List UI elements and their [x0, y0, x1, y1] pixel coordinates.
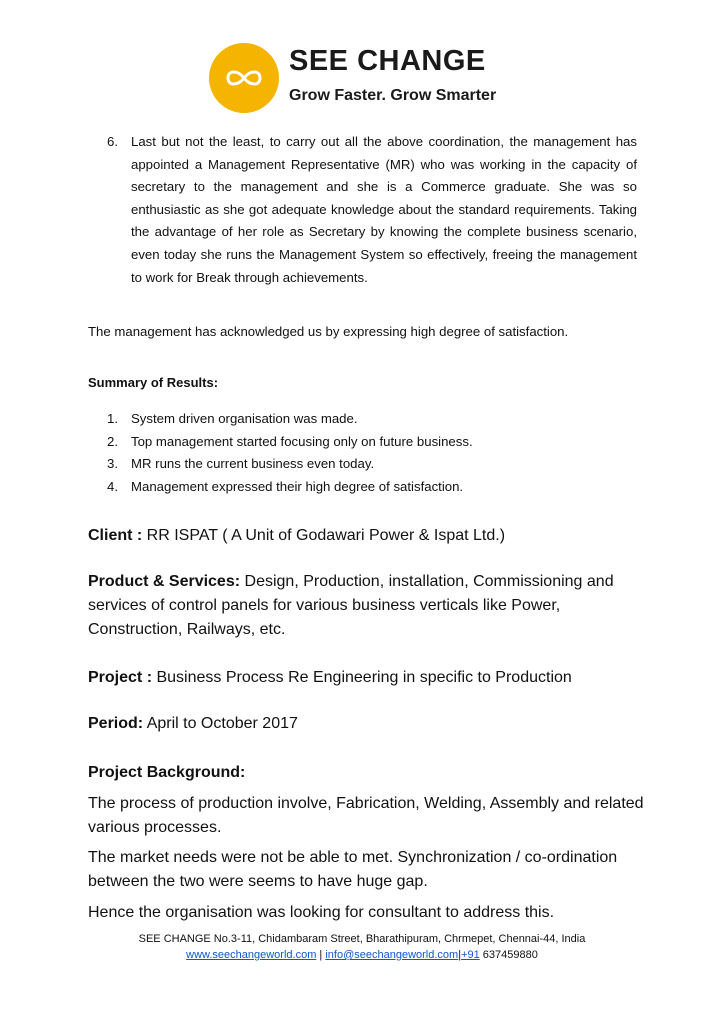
period-line — [88, 712, 648, 736]
logo — [209, 43, 279, 113]
background-paragraph-1: The process of production involve, Fabrication, Welding, Assembly and related various processes. — [88, 795, 644, 836]
list-item: 4. Management expressed their high degree of satisfaction. — [107, 478, 464, 494]
footer-separator: | — [316, 949, 326, 961]
list-item: 2. Top management started focusing only on future business. — [107, 433, 473, 449]
client-line — [88, 524, 648, 548]
products-value: Design, Production, installation, Commissioning and services of control panels for various business verticals like Power, Construction, Railways, etc. — [88, 573, 614, 638]
footer-separator: | — [458, 949, 462, 961]
background-paragraph-3: Hence the organisation was looking for consultant to address this. — [88, 904, 555, 921]
project-label: Project : — [88, 669, 153, 686]
list-item-text: Last but not the least, to carry out all the above coordination, the management has appointed a Management Representative (MR) who was working in the capacity of secretary to the management and she is a Commerce graduate. She was so enthusiastic as she got adequate knowledge about the standard requirements. Taking the advantage of her role as Secretary by knowing the complete business scenario, even today she runs the Management System so effectively, freeing the management to work for Break through achievements. — [131, 134, 637, 285]
products-label: Product & Services: — [88, 573, 241, 590]
products-paragraph — [88, 570, 648, 642]
client-value: RR ISPAT ( A Unit of Godawari Power & Ispat Ltd.) — [142, 527, 506, 544]
period-label: Period: — [88, 715, 144, 732]
period-value: April to October 2017 — [143, 715, 298, 732]
phone-number: 637459880 — [479, 949, 538, 961]
footer-contacts — [0, 949, 724, 961]
footer-address: SEE CHANGE No.3-11, Chidambaram Street, Bharathipuram, Chrmepet, Chennai-44, India — [138, 933, 586, 945]
acknowledgement-paragraph: The management has acknowledged us by expressing high degree of satisfaction. — [88, 324, 569, 339]
summary-heading: Summary of Results: — [88, 375, 219, 390]
list-item: 1. System driven organisation was made. — [107, 411, 358, 426]
email-link[interactable]: info@seechangeworld.com — [325, 949, 459, 961]
project-value: Business Process Re Engineering in specific to Production — [152, 669, 572, 686]
list-item: 3. MR runs the current business even today. — [107, 456, 375, 472]
brand-name: SEE CHANGE — [289, 45, 486, 77]
infinity-icon — [209, 43, 279, 113]
brand-tagline: Grow Faster. Grow Smarter — [289, 87, 497, 104]
page-header — [0, 40, 724, 118]
project-line — [88, 666, 648, 690]
client-label: Client : — [88, 527, 143, 544]
list-number: 6. — [107, 134, 118, 149]
summary-list — [107, 408, 627, 498]
list-item-6 — [107, 131, 637, 289]
website-link[interactable]: www.seechangeworld.com — [186, 949, 317, 961]
phone-prefix-link[interactable]: +91 — [461, 949, 480, 961]
background-paragraph-2: The market needs were not be able to met. Synchronization / co-ordination between the two were seems to have huge gap. — [88, 849, 618, 890]
background-heading: Project Background: — [88, 764, 246, 781]
